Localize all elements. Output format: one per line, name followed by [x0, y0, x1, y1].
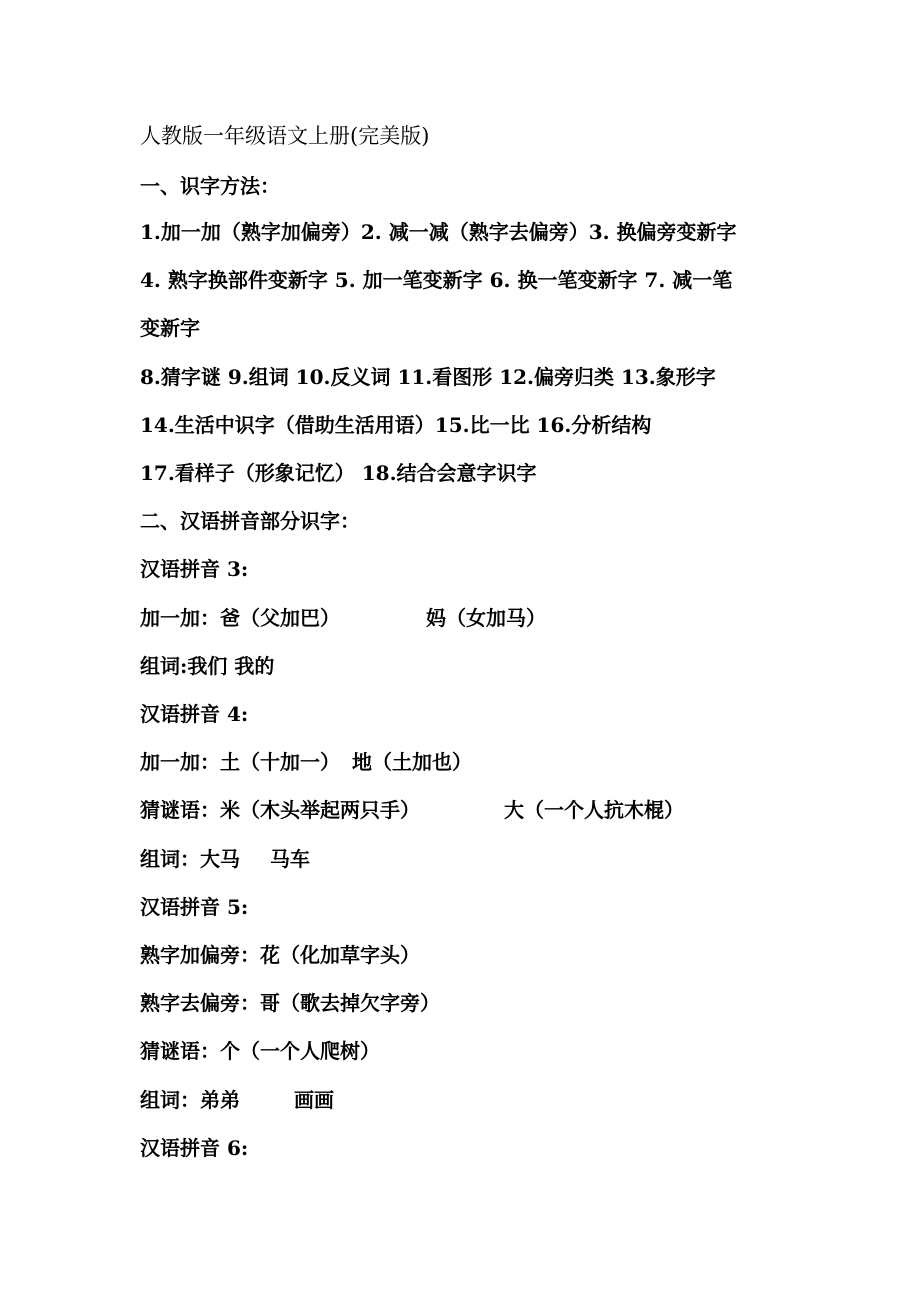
lesson-5-add: 熟字加偏旁：花（化加草字头） [140, 943, 420, 967]
document-title: 人教版一年级语文上册(完美版) [140, 124, 430, 148]
method-line-6: 17.看样子（形象记忆） 18.结合会意字识字 [140, 461, 537, 485]
lesson-4-words-line [140, 841, 310, 877]
lesson-4-add-a: 加一加：土（十加一） [140, 750, 340, 774]
lesson-5-words-b: 画画 [294, 1088, 334, 1112]
lesson-6-heading: 汉语拼音 6: [140, 1136, 249, 1160]
method-line-3: 变新字 [140, 316, 200, 340]
lesson-3-add-b: 妈（女加马） [426, 606, 546, 630]
method-line-4: 8.猜字谜 9.组词 10.反义词 11.看图形 12.偏旁归类 13.象形字 [140, 365, 716, 389]
method-line-1: 1.加一加（熟字加偏旁）2. 减一减（熟字去偏旁）3. 换偏旁变新字 [140, 220, 737, 244]
method-line-2: 4. 熟字换部件变新字 5. 加一笔变新字 6. 换一笔变新字 7. 减一笔 [140, 268, 733, 292]
lesson-4-words-b: 马车 [270, 847, 310, 871]
section-heading-literacy-methods: 一、识字方法： [140, 174, 280, 198]
lesson-4-riddle-b: 大（一个人抗木棍） [504, 798, 684, 822]
lesson-5-words-line [140, 1082, 334, 1118]
lesson-5-riddle: 猜谜语：个（一个人爬树） [140, 1039, 380, 1063]
lesson-4-heading: 汉语拼音 4: [140, 702, 249, 726]
lesson-3-add-line [140, 600, 546, 636]
lesson-3-add-a: 加一加：爸（父加巴） [140, 606, 340, 630]
lesson-5-remove: 熟字去偏旁：哥（歌去掉欠字旁） [140, 991, 440, 1015]
lesson-4-riddle-line [140, 792, 684, 828]
lesson-5-heading: 汉语拼音 5: [140, 895, 249, 919]
lesson-4-add-b: 地（土加也） [352, 750, 472, 774]
lesson-5-words-a: 组词：弟弟 [140, 1088, 240, 1112]
lesson-3-words: 组词:我们 我的 [140, 654, 275, 678]
method-line-5: 14.生活中识字（借助生活用语）15.比一比 16.分析结构 [140, 413, 652, 437]
section-heading-pinyin: 二、汉语拼音部分识字： [140, 509, 360, 533]
lesson-4-riddle-a: 猜谜语：米（木头举起两只手） [140, 798, 420, 822]
lesson-4-add-line [140, 744, 472, 780]
lesson-4-words-a: 组词：大马 [140, 847, 240, 871]
lesson-3-heading: 汉语拼音 3: [140, 557, 249, 581]
